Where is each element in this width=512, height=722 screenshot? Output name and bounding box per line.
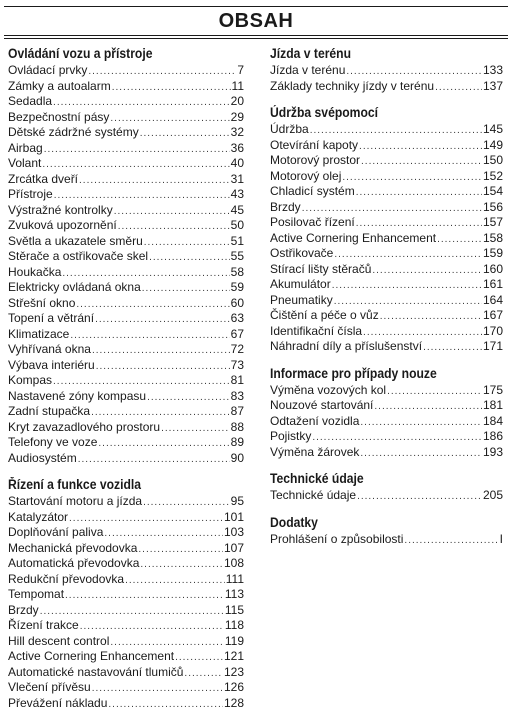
dot-leader bbox=[142, 281, 230, 297]
toc-entry-page-number: 7 bbox=[237, 63, 244, 77]
toc-section bbox=[8, 477, 244, 711]
toc-entry[interactable] bbox=[8, 451, 244, 467]
toc-entry[interactable] bbox=[270, 184, 503, 200]
dot-leader bbox=[423, 340, 482, 356]
toc-entry-label: Výměna vozových kol bbox=[270, 382, 387, 397]
dot-leader bbox=[65, 588, 224, 604]
dot-leader bbox=[79, 173, 230, 189]
toc-entry[interactable] bbox=[8, 327, 244, 343]
toc-entry-page-number: 193 bbox=[482, 444, 503, 459]
dot-leader bbox=[98, 436, 229, 452]
toc-entry[interactable] bbox=[270, 138, 503, 154]
dot-leader bbox=[356, 216, 482, 232]
dot-leader bbox=[40, 604, 224, 620]
section-title: Jízda v terénu bbox=[270, 46, 352, 61]
toc-entry-page-number: 60 bbox=[230, 295, 244, 310]
toc-entry[interactable] bbox=[8, 296, 244, 312]
toc-entry-label: Chladicí systém bbox=[270, 184, 355, 198]
title-divider bbox=[4, 38, 508, 39]
dot-leader bbox=[184, 666, 223, 682]
toc-entry[interactable] bbox=[270, 79, 503, 95]
dot-leader bbox=[110, 635, 223, 651]
toc-entry[interactable] bbox=[8, 680, 244, 696]
toc-entry-label: Audiosystém bbox=[8, 450, 77, 465]
toc-entry-label: Elektricky ovládaná okna bbox=[8, 280, 141, 294]
toc-entry-page-number: 87 bbox=[230, 404, 244, 418]
toc-entry-page-number: 95 bbox=[230, 494, 244, 508]
toc-entry-label: Topení a větrání bbox=[8, 311, 95, 325]
toc-entry-page-number: 158 bbox=[482, 230, 503, 245]
toc-entry-page-number: 157 bbox=[482, 215, 503, 229]
toc-entry-label: Světla a ukazatele směru bbox=[8, 233, 143, 248]
toc-entry-label: Identifikační čísla bbox=[270, 323, 363, 338]
toc-entry-label: Startování motoru a jízda bbox=[8, 494, 143, 508]
dot-leader bbox=[437, 232, 482, 248]
dot-leader bbox=[334, 294, 482, 310]
toc-entry-label: Automatické nastavování tlumičů bbox=[8, 664, 184, 679]
toc-entry[interactable] bbox=[8, 618, 244, 634]
toc-entry-page-number: 111 bbox=[225, 571, 244, 586]
toc-entry-label: Řízení trakce bbox=[8, 618, 79, 632]
dot-leader bbox=[374, 399, 482, 415]
dot-leader bbox=[175, 650, 223, 666]
toc-entry[interactable] bbox=[270, 308, 503, 324]
toc-entry-label: Ostřikovače bbox=[270, 246, 334, 260]
toc-entry-page-number: 115 bbox=[224, 602, 244, 617]
dot-leader bbox=[110, 111, 229, 127]
toc-entry[interactable] bbox=[8, 342, 244, 358]
toc-entry-page-number: 55 bbox=[230, 249, 244, 263]
toc-entry[interactable] bbox=[270, 383, 503, 399]
toc-entry[interactable] bbox=[8, 141, 244, 157]
toc-entry[interactable] bbox=[8, 494, 244, 510]
dot-leader bbox=[112, 80, 231, 96]
toc-entry-page-number: 36 bbox=[230, 140, 244, 155]
toc-entry-label: Základy techniky jízdy v terénu bbox=[270, 78, 435, 93]
toc-entry-page-number: 205 bbox=[482, 488, 503, 502]
toc-entry[interactable] bbox=[270, 231, 503, 247]
toc-entry-page-number: I bbox=[499, 531, 503, 546]
toc-entry-label: Zrcátka dveří bbox=[8, 171, 79, 186]
toc-entry-label: Výměna žárovek bbox=[270, 444, 360, 459]
toc-entry[interactable] bbox=[270, 262, 503, 278]
toc-entry-label: Motorový prostor bbox=[270, 153, 361, 167]
dot-leader bbox=[404, 533, 498, 549]
toc-entry-page-number: 31 bbox=[230, 171, 244, 186]
toc-entry[interactable] bbox=[8, 541, 244, 557]
toc-entry[interactable] bbox=[8, 218, 244, 234]
toc-entry-label: Kompas bbox=[8, 373, 53, 387]
toc-entry-label: Dětské zádržné systémy bbox=[8, 125, 139, 139]
toc-entry-page-number: 45 bbox=[230, 202, 244, 217]
dot-leader bbox=[70, 328, 229, 344]
toc-entry-page-number: 156 bbox=[482, 199, 503, 214]
toc-entry-page-number: 88 bbox=[230, 419, 244, 434]
dot-leader bbox=[108, 697, 223, 713]
toc-section bbox=[270, 105, 503, 355]
toc-entry-label: Nastavené zóny kompasu bbox=[8, 388, 147, 403]
toc-entry[interactable] bbox=[270, 169, 503, 185]
dot-leader bbox=[53, 374, 230, 390]
toc-entry-label: Airbag bbox=[8, 140, 43, 155]
toc-entry-label: Prohlášení o způsobilosti bbox=[270, 531, 404, 546]
toc-entry-label: Mechanická převodovka bbox=[8, 540, 138, 555]
toc-entry-page-number: 186 bbox=[482, 429, 503, 443]
toc-entry-page-number: 43 bbox=[230, 187, 244, 201]
toc-entry-page-number: 113 bbox=[224, 587, 244, 601]
toc-entry[interactable] bbox=[8, 234, 244, 250]
dot-leader bbox=[161, 421, 230, 437]
dot-leader bbox=[80, 619, 224, 635]
toc-entry-page-number: 108 bbox=[223, 556, 244, 570]
dot-leader bbox=[363, 325, 482, 341]
dot-leader bbox=[380, 309, 482, 325]
toc-entry-label: Katalyzátor bbox=[8, 509, 69, 524]
toc-entry-label: Volant bbox=[8, 156, 42, 170]
dot-leader bbox=[140, 557, 223, 573]
dot-leader bbox=[435, 80, 482, 96]
toc-entry-label: Active Cornering Enhancement bbox=[270, 230, 437, 245]
dot-leader bbox=[88, 64, 236, 80]
dot-leader bbox=[360, 415, 482, 431]
toc-section bbox=[270, 366, 503, 461]
toc-column-left bbox=[8, 46, 244, 722]
toc-entry-label: Pojistky bbox=[270, 429, 312, 443]
toc-section bbox=[270, 46, 503, 94]
toc-entry-page-number: 103 bbox=[223, 525, 244, 539]
dot-leader bbox=[140, 126, 230, 142]
toc-entry-label: Vyhřívaná okna bbox=[8, 342, 91, 356]
toc-entry-label: Střešní okno bbox=[8, 295, 76, 310]
section-title: Řízení a funkce vozidla bbox=[8, 477, 142, 492]
toc-entry-label: Telefony ve voze bbox=[8, 435, 98, 449]
toc-entry[interactable] bbox=[8, 358, 244, 374]
dot-leader bbox=[332, 278, 482, 294]
toc-entry-page-number: 152 bbox=[482, 168, 503, 183]
toc-entry[interactable] bbox=[8, 79, 244, 95]
toc-entry-label: Odtažení vozidla bbox=[270, 413, 360, 428]
toc-entry-page-number: 51 bbox=[230, 233, 244, 248]
dot-leader bbox=[342, 170, 482, 186]
dot-leader bbox=[69, 511, 223, 527]
toc-entry-label: Tempomat bbox=[8, 587, 65, 601]
toc-entry[interactable] bbox=[270, 122, 503, 138]
toc-entry[interactable] bbox=[8, 525, 244, 541]
toc-section bbox=[270, 471, 503, 504]
toc-entry-page-number: 184 bbox=[482, 413, 503, 428]
dot-leader bbox=[92, 343, 230, 359]
toc-entry-label: Nouzové startování bbox=[270, 398, 374, 412]
toc-entry-label: Brzdy bbox=[270, 199, 301, 214]
title-bar bbox=[4, 6, 508, 36]
toc-entry-label: Motorový olej bbox=[270, 168, 342, 183]
toc-entry-label: Zámky a autoalarm bbox=[8, 78, 111, 93]
toc-entry-page-number: 40 bbox=[230, 156, 244, 170]
toc-entry[interactable] bbox=[8, 311, 244, 327]
dot-leader bbox=[78, 452, 230, 468]
toc-entry[interactable] bbox=[8, 203, 244, 219]
toc-entry-label: Výstražné kontrolky bbox=[8, 202, 113, 217]
toc-entry-label: Vlečení přívěsu bbox=[8, 680, 91, 694]
toc-entry[interactable] bbox=[8, 696, 244, 712]
toc-entry-label: Houkačka bbox=[8, 264, 62, 279]
toc-entry-page-number: 73 bbox=[230, 357, 244, 372]
toc-entry-label: Brzdy bbox=[8, 602, 39, 617]
toc-entry-label: Převážení nákladu bbox=[8, 695, 108, 710]
toc-entry-page-number: 58 bbox=[230, 264, 244, 279]
dot-leader bbox=[302, 201, 482, 217]
dot-leader bbox=[92, 681, 223, 697]
toc-entry-label: Výbava interiéru bbox=[8, 357, 95, 372]
toc-entry[interactable] bbox=[8, 420, 244, 436]
toc-entry[interactable] bbox=[270, 277, 503, 293]
toc-entry-page-number: 32 bbox=[230, 125, 244, 139]
toc-entry[interactable] bbox=[270, 445, 503, 461]
toc-entry-label: Otevírání kapoty bbox=[270, 137, 359, 152]
toc-entry-page-number: 123 bbox=[223, 664, 244, 679]
toc-entry[interactable] bbox=[270, 293, 503, 309]
toc-entry[interactable] bbox=[8, 510, 244, 526]
toc-entry-page-number: 11 bbox=[231, 78, 244, 93]
toc-entry-label: Údržba bbox=[270, 122, 309, 136]
page-title: OBSAH bbox=[218, 9, 294, 32]
toc-entry-label: Technické údaje bbox=[270, 488, 357, 502]
toc-entry[interactable] bbox=[8, 665, 244, 681]
dot-leader bbox=[42, 157, 229, 173]
dot-leader bbox=[359, 139, 482, 155]
toc-entry-page-number: 89 bbox=[230, 435, 244, 449]
toc-entry-label: Přístroje bbox=[8, 187, 53, 201]
toc-entry[interactable] bbox=[270, 488, 503, 504]
toc-entry-label: Náhradní díly a příslušenství bbox=[270, 339, 423, 353]
dot-leader bbox=[95, 312, 230, 328]
dot-leader bbox=[44, 142, 230, 158]
toc-entry-label: Pneumatiky bbox=[270, 292, 333, 307]
toc-entry[interactable] bbox=[8, 94, 244, 110]
toc-entry-label: Doplňování paliva bbox=[8, 525, 104, 539]
toc-entry-label: Zadní stupačka bbox=[8, 404, 91, 418]
dot-leader bbox=[91, 405, 230, 421]
toc-entry-label: Stírací lišty stěračů bbox=[270, 261, 372, 276]
toc-entry[interactable] bbox=[270, 324, 503, 340]
toc-entry[interactable] bbox=[8, 249, 244, 265]
toc-entry[interactable] bbox=[8, 435, 244, 451]
toc-section bbox=[8, 46, 244, 466]
dot-leader bbox=[149, 250, 230, 266]
toc-entry-label: Hill descent control bbox=[8, 633, 110, 648]
toc-entry-page-number: 164 bbox=[482, 292, 503, 307]
toc-entry-page-number: 161 bbox=[482, 277, 503, 291]
toc-entry-page-number: 59 bbox=[230, 280, 244, 294]
toc-entry-page-number: 90 bbox=[230, 450, 244, 465]
toc-entry-label: Jízda v terénu bbox=[270, 63, 346, 77]
dot-leader bbox=[346, 64, 482, 80]
toc-entry-page-number: 81 bbox=[230, 373, 244, 387]
toc-entry-label: Sedadla bbox=[8, 94, 53, 108]
toc-entry-label: Redukční převodovka bbox=[8, 571, 125, 586]
dot-leader bbox=[310, 123, 482, 139]
section-title: Ovládání vozu a přístroje bbox=[8, 46, 153, 61]
toc-entry-page-number: 159 bbox=[482, 246, 503, 260]
toc-entry-label: Active Cornering Enhancement bbox=[8, 649, 175, 663]
dot-leader bbox=[372, 263, 482, 279]
toc-entry-page-number: 175 bbox=[482, 382, 503, 397]
toc-entry[interactable] bbox=[270, 414, 503, 430]
toc-entry-page-number: 50 bbox=[230, 218, 244, 232]
toc-entry-page-number: 118 bbox=[224, 618, 244, 632]
toc-entry-label: Automatická převodovka bbox=[8, 556, 140, 570]
toc-entry[interactable] bbox=[8, 587, 244, 603]
dot-leader bbox=[357, 489, 482, 505]
dot-leader bbox=[104, 526, 223, 542]
toc-entry[interactable] bbox=[8, 556, 244, 572]
toc-entry[interactable] bbox=[8, 110, 244, 126]
dot-leader bbox=[76, 297, 229, 313]
toc-entry-label: Zvuková upozornění bbox=[8, 218, 117, 232]
toc-entry[interactable] bbox=[270, 153, 503, 169]
toc-entry[interactable] bbox=[8, 649, 244, 665]
dot-leader bbox=[360, 446, 482, 462]
dot-leader bbox=[118, 219, 230, 235]
toc-entry[interactable] bbox=[8, 156, 244, 172]
toc-entry[interactable] bbox=[8, 172, 244, 188]
toc-entry[interactable] bbox=[8, 373, 244, 389]
toc-entry-page-number: 181 bbox=[482, 398, 503, 412]
toc-entry[interactable] bbox=[270, 532, 503, 548]
toc-entry[interactable] bbox=[270, 398, 503, 414]
section-title: Dodatky bbox=[270, 514, 318, 530]
toc-entry-page-number: 72 bbox=[230, 342, 244, 356]
toc-entry[interactable] bbox=[8, 125, 244, 141]
dot-leader bbox=[361, 154, 482, 170]
section-title: Informace pro případy nouze bbox=[270, 365, 437, 381]
toc-entry-page-number: 160 bbox=[482, 261, 503, 276]
dot-leader bbox=[125, 573, 225, 589]
toc-entry-label: Ovládací prvky bbox=[8, 63, 88, 77]
dot-leader bbox=[147, 390, 230, 406]
toc-entry-page-number: 20 bbox=[230, 94, 244, 108]
dot-leader bbox=[138, 542, 223, 558]
toc-entry-page-number: 121 bbox=[223, 649, 244, 663]
toc-entry[interactable] bbox=[8, 187, 244, 203]
toc-entry-page-number: 107 bbox=[223, 540, 244, 555]
toc-entry-label: Akumulátor bbox=[270, 277, 331, 291]
toc-entry-page-number: 145 bbox=[482, 122, 503, 136]
toc-entry[interactable] bbox=[8, 572, 244, 588]
toc-entry-page-number: 128 bbox=[223, 695, 244, 710]
toc-entry[interactable] bbox=[270, 215, 503, 231]
toc-entry[interactable] bbox=[270, 200, 503, 216]
dot-leader bbox=[387, 384, 482, 400]
toc-entry-page-number: 170 bbox=[482, 323, 503, 338]
toc-entry-page-number: 149 bbox=[482, 137, 503, 152]
dot-leader bbox=[144, 235, 230, 251]
toc-entry-page-number: 133 bbox=[482, 63, 503, 77]
toc-entry-page-number: 150 bbox=[482, 153, 503, 167]
toc-entry-page-number: 126 bbox=[223, 680, 244, 694]
toc-entry-page-number: 171 bbox=[482, 339, 503, 353]
toc-entry[interactable] bbox=[8, 280, 244, 296]
dot-leader bbox=[53, 95, 230, 111]
toc-entry-label: Posilovač řízení bbox=[270, 215, 355, 229]
toc-entry[interactable] bbox=[8, 634, 244, 650]
toc-entry-label: Bezpečnostní pásy bbox=[8, 109, 110, 124]
toc-entry-page-number: 67 bbox=[230, 326, 244, 341]
toc-entry-page-number: 119 bbox=[224, 633, 244, 648]
toc-section bbox=[270, 515, 503, 548]
toc-entry[interactable] bbox=[270, 246, 503, 262]
toc-entry[interactable] bbox=[8, 404, 244, 420]
section-title: Údržba svépomocí bbox=[270, 105, 379, 120]
dot-leader bbox=[312, 430, 482, 446]
toc-entry[interactable] bbox=[8, 265, 244, 281]
toc-entry-page-number: 101 bbox=[223, 509, 244, 524]
dot-leader bbox=[62, 266, 229, 282]
toc-entry[interactable] bbox=[8, 389, 244, 405]
toc-entry-page-number: 29 bbox=[230, 109, 244, 124]
dot-leader bbox=[334, 247, 482, 263]
dot-leader bbox=[114, 204, 230, 220]
toc-entry[interactable] bbox=[8, 603, 244, 619]
toc-entry-label: Klimatizace bbox=[8, 326, 70, 341]
toc-entry[interactable] bbox=[270, 429, 503, 445]
dot-leader bbox=[356, 185, 482, 201]
toc-column-right bbox=[270, 46, 503, 558]
dot-leader bbox=[54, 188, 230, 204]
toc-entry-page-number: 137 bbox=[482, 78, 503, 93]
toc-entry-page-number: 63 bbox=[230, 311, 244, 325]
toc-entry-page-number: 167 bbox=[482, 308, 503, 322]
toc-entry[interactable] bbox=[270, 339, 503, 355]
toc-entry[interactable] bbox=[270, 63, 503, 79]
toc-entry-page-number: 154 bbox=[482, 184, 503, 198]
toc-entry[interactable] bbox=[8, 63, 244, 79]
toc-entry-page-number: 83 bbox=[230, 388, 244, 403]
section-title: Technické údaje bbox=[270, 471, 364, 486]
dot-leader bbox=[96, 359, 230, 375]
toc-entry-label: Kryt zavazadlového prostoru bbox=[8, 419, 161, 434]
dot-leader bbox=[143, 495, 230, 511]
toc-entry-label: Čištění a péče o vůz bbox=[270, 308, 379, 322]
toc-entry-label: Stěrače a ostřikovače skel bbox=[8, 249, 149, 263]
